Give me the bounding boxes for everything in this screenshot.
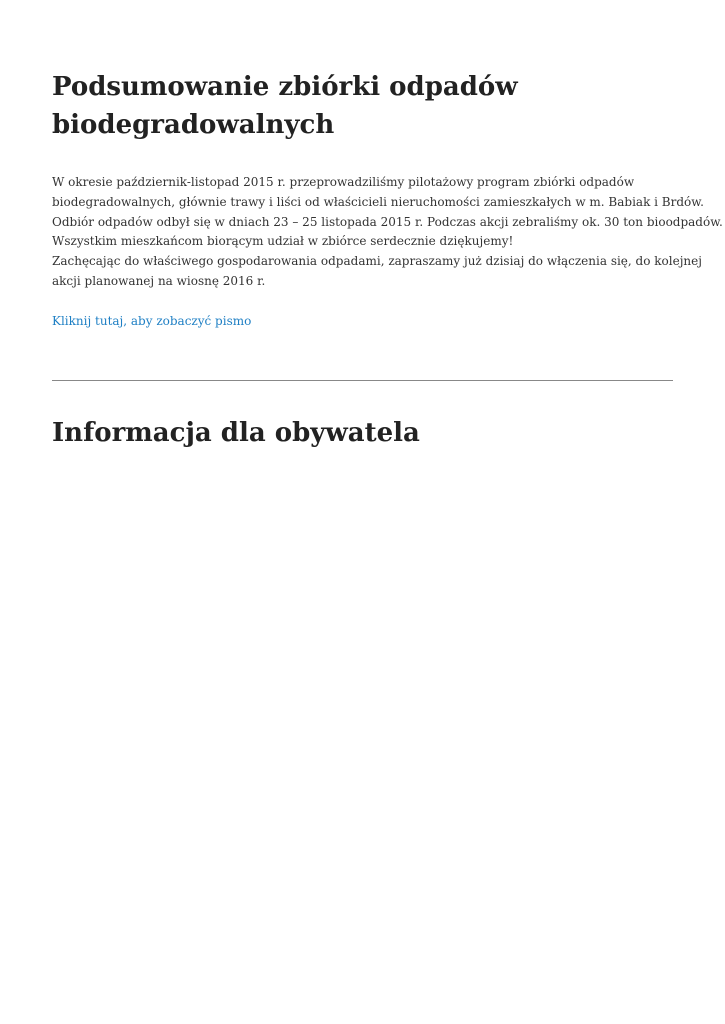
article-title-line-1: Podsumowanie zbiórki odpadów — [52, 72, 518, 102]
view-letter-link[interactable]: Kliknij tutaj, aby zobaczyć pismo — [52, 314, 252, 328]
body-line-5: Zachęcając do właściwego gospodarowania odpadami, zapraszamy już dzisiaj do włączenia się, do kolejnej — [52, 254, 702, 269]
section-title-citizen-info: Informacja dla obywatela — [52, 418, 420, 448]
body-line-6: akcji planowanej na wiosnę 2016 r. — [52, 273, 266, 288]
body-line-3: Odbiór odpadów odbył się w dniach 23 – 25 listopada 2015 r. Podczas akcji zebraliśmy ok. 30 ton bioodpadów. — [52, 214, 723, 229]
section-divider — [52, 380, 673, 381]
article-title — [52, 68, 674, 144]
body-line-2: biodegradowalnych, głównie trawy i liści od właścicieli nieruchomości zamieszkałych w m. Babiak i Brdów. — [52, 194, 704, 209]
article-body — [52, 173, 723, 292]
article-title-line-2: biodegradowalnych — [52, 110, 335, 140]
body-line-1: W okresie październik-listopad 2015 r. przeprowadziliśmy pilotażowy program zbiórki odpadów — [52, 175, 635, 189]
body-line-4: Wszystkim mieszkańcom biorącym udział w zbiórce serdecznie dziękujemy! — [52, 234, 514, 249]
